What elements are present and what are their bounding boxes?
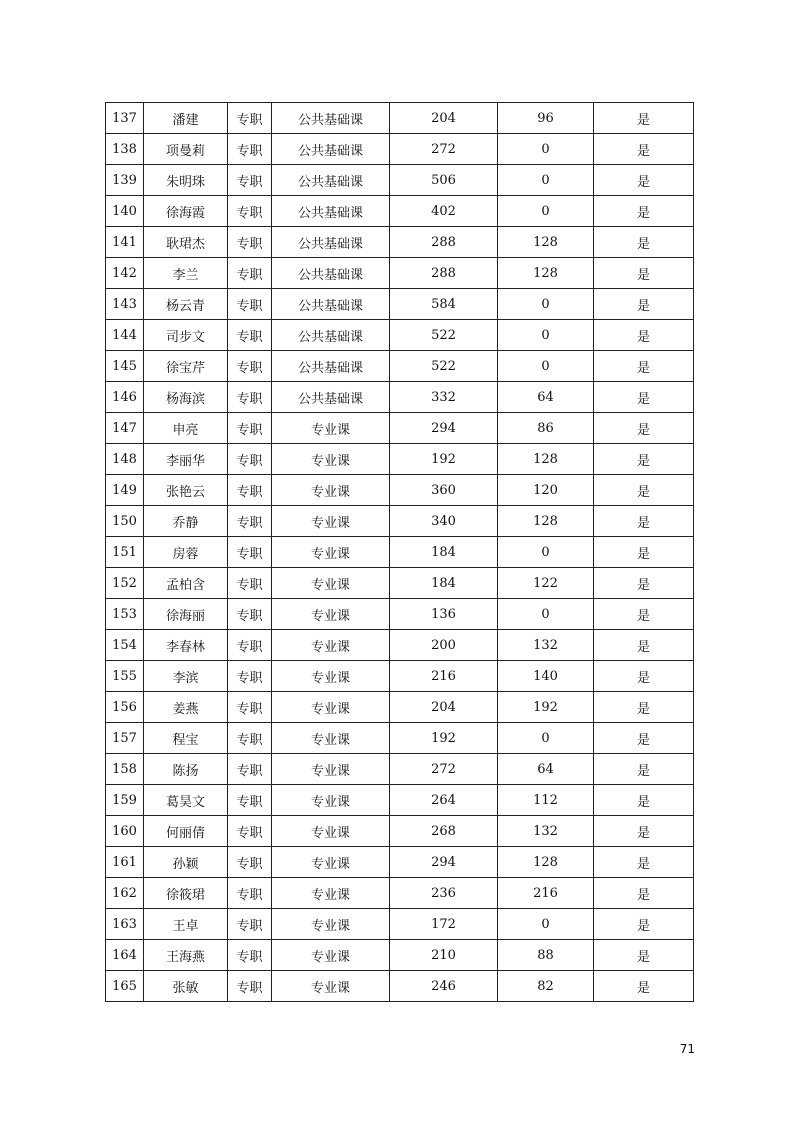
course-type-cell: 专业课 xyxy=(272,878,390,909)
flag-cell: 是 xyxy=(594,382,694,413)
employment-type-cell: 专职 xyxy=(228,289,272,320)
hours-a-cell: 216 xyxy=(390,661,498,692)
row-number-cell: 154 xyxy=(106,630,144,661)
course-type-cell: 公共基础课 xyxy=(272,103,390,134)
hours-a-cell: 332 xyxy=(390,382,498,413)
hours-b-cell: 128 xyxy=(498,444,594,475)
flag-cell: 是 xyxy=(594,630,694,661)
course-type-cell: 专业课 xyxy=(272,413,390,444)
course-type-cell: 公共基础课 xyxy=(272,258,390,289)
row-number-cell: 140 xyxy=(106,196,144,227)
table-row xyxy=(106,692,694,723)
hours-b-cell: 140 xyxy=(498,661,594,692)
teacher-name-cell: 葛昊文 xyxy=(144,785,228,816)
flag-cell: 是 xyxy=(594,165,694,196)
employment-type-cell: 专职 xyxy=(228,909,272,940)
hours-a-cell: 288 xyxy=(390,227,498,258)
teacher-name-cell: 司步文 xyxy=(144,320,228,351)
course-type-cell: 专业课 xyxy=(272,692,390,723)
teacher-name-cell: 徐筱珺 xyxy=(144,878,228,909)
table-row xyxy=(106,754,694,785)
teacher-name-cell: 房蓉 xyxy=(144,537,228,568)
row-number-cell: 149 xyxy=(106,475,144,506)
teacher-name-cell: 申亮 xyxy=(144,413,228,444)
flag-cell: 是 xyxy=(594,940,694,971)
hours-b-cell: 0 xyxy=(498,165,594,196)
hours-b-cell: 0 xyxy=(498,909,594,940)
flag-cell: 是 xyxy=(594,475,694,506)
flag-cell: 是 xyxy=(594,568,694,599)
row-number-cell: 141 xyxy=(106,227,144,258)
flag-cell: 是 xyxy=(594,103,694,134)
table-row xyxy=(106,568,694,599)
hours-a-cell: 288 xyxy=(390,258,498,289)
hours-a-cell: 294 xyxy=(390,847,498,878)
teacher-name-cell: 张艳云 xyxy=(144,475,228,506)
course-type-cell: 专业课 xyxy=(272,909,390,940)
hours-b-cell: 64 xyxy=(498,382,594,413)
row-number-cell: 138 xyxy=(106,134,144,165)
course-type-cell: 公共基础课 xyxy=(272,196,390,227)
table-row xyxy=(106,878,694,909)
course-type-cell: 公共基础课 xyxy=(272,165,390,196)
employment-type-cell: 专职 xyxy=(228,723,272,754)
course-type-cell: 专业课 xyxy=(272,847,390,878)
teacher-name-cell: 孙颖 xyxy=(144,847,228,878)
row-number-cell: 137 xyxy=(106,103,144,134)
hours-b-cell: 0 xyxy=(498,537,594,568)
hours-a-cell: 136 xyxy=(390,599,498,630)
flag-cell: 是 xyxy=(594,971,694,1002)
table-row xyxy=(106,320,694,351)
table-row xyxy=(106,723,694,754)
course-type-cell: 专业课 xyxy=(272,506,390,537)
row-number-cell: 143 xyxy=(106,289,144,320)
course-type-cell: 专业课 xyxy=(272,940,390,971)
flag-cell: 是 xyxy=(594,196,694,227)
employment-type-cell: 专职 xyxy=(228,320,272,351)
teacher-name-cell: 徐海霞 xyxy=(144,196,228,227)
hours-a-cell: 272 xyxy=(390,134,498,165)
employment-type-cell: 专职 xyxy=(228,754,272,785)
course-type-cell: 专业课 xyxy=(272,971,390,1002)
table-row xyxy=(106,661,694,692)
row-number-cell: 139 xyxy=(106,165,144,196)
row-number-cell: 147 xyxy=(106,413,144,444)
row-number-cell: 142 xyxy=(106,258,144,289)
hours-a-cell: 184 xyxy=(390,537,498,568)
course-type-cell: 专业课 xyxy=(272,568,390,599)
hours-b-cell: 0 xyxy=(498,320,594,351)
flag-cell: 是 xyxy=(594,847,694,878)
hours-b-cell: 122 xyxy=(498,568,594,599)
table-row xyxy=(106,971,694,1002)
employment-type-cell: 专职 xyxy=(228,971,272,1002)
course-type-cell: 专业课 xyxy=(272,444,390,475)
employment-type-cell: 专职 xyxy=(228,630,272,661)
hours-b-cell: 120 xyxy=(498,475,594,506)
employment-type-cell: 专职 xyxy=(228,134,272,165)
teacher-name-cell: 陈扬 xyxy=(144,754,228,785)
teacher-name-cell: 李丽华 xyxy=(144,444,228,475)
teacher-name-cell: 朱明珠 xyxy=(144,165,228,196)
row-number-cell: 155 xyxy=(106,661,144,692)
row-number-cell: 165 xyxy=(106,971,144,1002)
hours-b-cell: 96 xyxy=(498,103,594,134)
teacher-name-cell: 程宝 xyxy=(144,723,228,754)
hours-a-cell: 506 xyxy=(390,165,498,196)
table-row xyxy=(106,630,694,661)
hours-b-cell: 128 xyxy=(498,258,594,289)
course-type-cell: 专业课 xyxy=(272,785,390,816)
teacher-name-cell: 徐海丽 xyxy=(144,599,228,630)
employment-type-cell: 专职 xyxy=(228,196,272,227)
row-number-cell: 163 xyxy=(106,909,144,940)
table-row xyxy=(106,940,694,971)
hours-b-cell: 128 xyxy=(498,227,594,258)
row-number-cell: 159 xyxy=(106,785,144,816)
teacher-name-cell: 杨海滨 xyxy=(144,382,228,413)
table-row xyxy=(106,165,694,196)
row-number-cell: 156 xyxy=(106,692,144,723)
table-row xyxy=(106,413,694,444)
table-row xyxy=(106,134,694,165)
teacher-name-cell: 项曼莉 xyxy=(144,134,228,165)
employment-type-cell: 专职 xyxy=(228,506,272,537)
hours-b-cell: 0 xyxy=(498,599,594,630)
course-type-cell: 公共基础课 xyxy=(272,289,390,320)
course-type-cell: 专业课 xyxy=(272,754,390,785)
row-number-cell: 150 xyxy=(106,506,144,537)
hours-a-cell: 272 xyxy=(390,754,498,785)
hours-a-cell: 264 xyxy=(390,785,498,816)
hours-b-cell: 0 xyxy=(498,196,594,227)
employment-type-cell: 专职 xyxy=(228,382,272,413)
employment-type-cell: 专职 xyxy=(228,568,272,599)
hours-b-cell: 112 xyxy=(498,785,594,816)
course-type-cell: 公共基础课 xyxy=(272,351,390,382)
employment-type-cell: 专职 xyxy=(228,258,272,289)
flag-cell: 是 xyxy=(594,723,694,754)
teacher-name-cell: 李滨 xyxy=(144,661,228,692)
employment-type-cell: 专职 xyxy=(228,692,272,723)
course-type-cell: 公共基础课 xyxy=(272,227,390,258)
flag-cell: 是 xyxy=(594,661,694,692)
hours-b-cell: 0 xyxy=(498,351,594,382)
row-number-cell: 160 xyxy=(106,816,144,847)
table-row xyxy=(106,475,694,506)
row-number-cell: 144 xyxy=(106,320,144,351)
hours-b-cell: 86 xyxy=(498,413,594,444)
hours-b-cell: 128 xyxy=(498,506,594,537)
flag-cell: 是 xyxy=(594,537,694,568)
page-number: 71 xyxy=(679,1042,695,1056)
row-number-cell: 161 xyxy=(106,847,144,878)
hours-a-cell: 192 xyxy=(390,444,498,475)
teacher-name-cell: 耿珺杰 xyxy=(144,227,228,258)
table-row xyxy=(106,444,694,475)
employment-type-cell: 专职 xyxy=(228,785,272,816)
hours-a-cell: 294 xyxy=(390,413,498,444)
employment-type-cell: 专职 xyxy=(228,227,272,258)
hours-b-cell: 132 xyxy=(498,630,594,661)
flag-cell: 是 xyxy=(594,816,694,847)
employment-type-cell: 专职 xyxy=(228,599,272,630)
teacher-name-cell: 乔静 xyxy=(144,506,228,537)
flag-cell: 是 xyxy=(594,258,694,289)
row-number-cell: 153 xyxy=(106,599,144,630)
row-number-cell: 152 xyxy=(106,568,144,599)
hours-a-cell: 236 xyxy=(390,878,498,909)
course-type-cell: 专业课 xyxy=(272,816,390,847)
flag-cell: 是 xyxy=(594,134,694,165)
hours-a-cell: 200 xyxy=(390,630,498,661)
hours-a-cell: 584 xyxy=(390,289,498,320)
hours-a-cell: 172 xyxy=(390,909,498,940)
table-row xyxy=(106,909,694,940)
flag-cell: 是 xyxy=(594,351,694,382)
employment-type-cell: 专职 xyxy=(228,165,272,196)
course-type-cell: 专业课 xyxy=(272,723,390,754)
flag-cell: 是 xyxy=(594,878,694,909)
teacher-name-cell: 李春林 xyxy=(144,630,228,661)
hours-a-cell: 210 xyxy=(390,940,498,971)
table-row xyxy=(106,599,694,630)
flag-cell: 是 xyxy=(594,599,694,630)
flag-cell: 是 xyxy=(594,289,694,320)
hours-b-cell: 0 xyxy=(498,134,594,165)
hours-b-cell: 216 xyxy=(498,878,594,909)
teacher-name-cell: 王海燕 xyxy=(144,940,228,971)
employment-type-cell: 专职 xyxy=(228,537,272,568)
table-row xyxy=(106,351,694,382)
course-type-cell: 专业课 xyxy=(272,661,390,692)
teacher-name-cell: 何丽倩 xyxy=(144,816,228,847)
table-row xyxy=(106,537,694,568)
teacher-name-cell: 姜燕 xyxy=(144,692,228,723)
row-number-cell: 162 xyxy=(106,878,144,909)
course-type-cell: 公共基础课 xyxy=(272,320,390,351)
hours-b-cell: 132 xyxy=(498,816,594,847)
teacher-name-cell: 杨云青 xyxy=(144,289,228,320)
course-type-cell: 专业课 xyxy=(272,475,390,506)
employment-type-cell: 专职 xyxy=(228,475,272,506)
hours-a-cell: 522 xyxy=(390,320,498,351)
employment-type-cell: 专职 xyxy=(228,878,272,909)
hours-a-cell: 402 xyxy=(390,196,498,227)
row-number-cell: 158 xyxy=(106,754,144,785)
teacher-name-cell: 王卓 xyxy=(144,909,228,940)
employment-type-cell: 专职 xyxy=(228,940,272,971)
hours-b-cell: 128 xyxy=(498,847,594,878)
hours-a-cell: 340 xyxy=(390,506,498,537)
hours-b-cell: 88 xyxy=(498,940,594,971)
flag-cell: 是 xyxy=(594,227,694,258)
teacher-name-cell: 潘建 xyxy=(144,103,228,134)
row-number-cell: 157 xyxy=(106,723,144,754)
flag-cell: 是 xyxy=(594,444,694,475)
flag-cell: 是 xyxy=(594,506,694,537)
hours-a-cell: 184 xyxy=(390,568,498,599)
employment-type-cell: 专职 xyxy=(228,351,272,382)
table-row xyxy=(106,382,694,413)
row-number-cell: 148 xyxy=(106,444,144,475)
teacher-name-cell: 张敏 xyxy=(144,971,228,1002)
hours-a-cell: 192 xyxy=(390,723,498,754)
teacher-table xyxy=(105,102,694,1002)
table-row xyxy=(106,816,694,847)
hours-a-cell: 246 xyxy=(390,971,498,1002)
row-number-cell: 146 xyxy=(106,382,144,413)
teacher-name-cell: 李兰 xyxy=(144,258,228,289)
employment-type-cell: 专职 xyxy=(228,661,272,692)
table-row xyxy=(106,196,694,227)
flag-cell: 是 xyxy=(594,320,694,351)
hours-b-cell: 0 xyxy=(498,289,594,320)
flag-cell: 是 xyxy=(594,754,694,785)
hours-b-cell: 192 xyxy=(498,692,594,723)
hours-a-cell: 360 xyxy=(390,475,498,506)
hours-a-cell: 522 xyxy=(390,351,498,382)
table-row xyxy=(106,847,694,878)
hours-b-cell: 82 xyxy=(498,971,594,1002)
table-row xyxy=(106,785,694,816)
table-row xyxy=(106,258,694,289)
table-row xyxy=(106,227,694,258)
table-row xyxy=(106,506,694,537)
course-type-cell: 专业课 xyxy=(272,630,390,661)
course-type-cell: 公共基础课 xyxy=(272,134,390,165)
flag-cell: 是 xyxy=(594,785,694,816)
employment-type-cell: 专职 xyxy=(228,444,272,475)
hours-b-cell: 0 xyxy=(498,723,594,754)
teacher-name-cell: 孟柏含 xyxy=(144,568,228,599)
course-type-cell: 公共基础课 xyxy=(272,382,390,413)
hours-b-cell: 64 xyxy=(498,754,594,785)
employment-type-cell: 专职 xyxy=(228,103,272,134)
table-row xyxy=(106,103,694,134)
employment-type-cell: 专职 xyxy=(228,413,272,444)
flag-cell: 是 xyxy=(594,413,694,444)
course-type-cell: 专业课 xyxy=(272,599,390,630)
employment-type-cell: 专职 xyxy=(228,847,272,878)
flag-cell: 是 xyxy=(594,692,694,723)
row-number-cell: 151 xyxy=(106,537,144,568)
row-number-cell: 164 xyxy=(106,940,144,971)
course-type-cell: 专业课 xyxy=(272,537,390,568)
hours-a-cell: 204 xyxy=(390,103,498,134)
row-number-cell: 145 xyxy=(106,351,144,382)
hours-a-cell: 204 xyxy=(390,692,498,723)
teacher-name-cell: 徐宝芹 xyxy=(144,351,228,382)
flag-cell: 是 xyxy=(594,909,694,940)
table-body xyxy=(106,103,694,1002)
employment-type-cell: 专职 xyxy=(228,816,272,847)
table-row xyxy=(106,289,694,320)
hours-a-cell: 268 xyxy=(390,816,498,847)
